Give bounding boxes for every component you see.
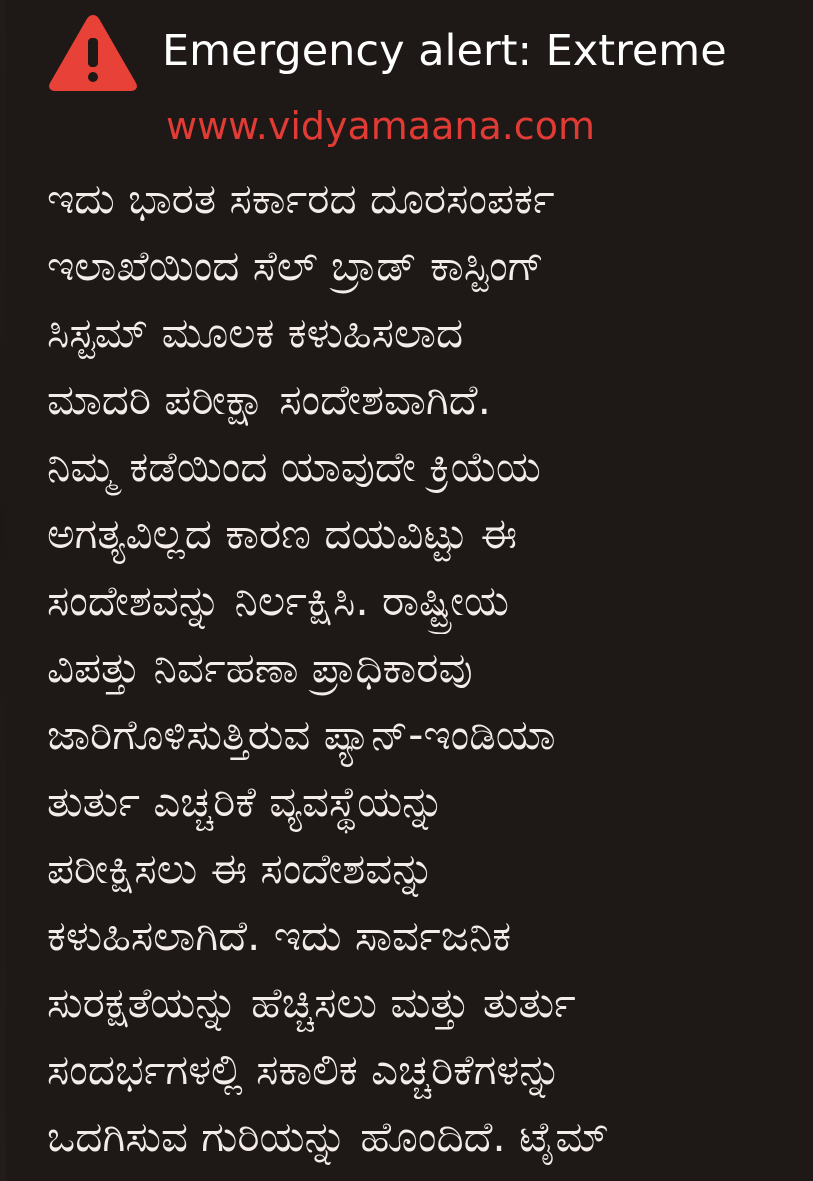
message-line: ಸಂದೇಶವನ್ನು ನಿರ್ಲಕ್ಷಿಸಿ. ರಾಷ್ಟ್ರೀಯ [47,576,509,625]
message-line: ಅಗತ್ಯವಿಲ್ಲದ ಕಾರಣ ದಯವಿಟ್ಟು ಈ [47,509,518,558]
message-line: ಇಲಾಖೆಯಿಂದ ಸೆಲ್ ಬ್ರಾಡ್ ಕಾಸ್ಟಿಂಗ್ [47,241,545,290]
message-line: ತುರ್ತು ಎಚ್ಚರಿಕೆ ವ್ಯವಸ್ಥೆಯನ್ನು [47,777,445,826]
message-line: ಸುರಕ್ಷತೆಯನ್ನು ಹೆಚ್ಚಿಸಲು ಮತ್ತು ತುರ್ತು [47,978,576,1027]
alert-message-body [47,165,792,1181]
message-line: ಸಿಸ್ಟಮ್ ಮೂಲಕ ಕಳುಹಿಸಲಾದ [47,308,464,357]
message-line: ಜಾರಿಗೊಳಿಸುತ್ತಿರುವ ಪ್ಯಾನ್-ಇಂಡಿಯಾ [47,710,556,759]
message-line: ಪರೀಕ್ಷಿಸಲು ಈ ಸಂದೇಶವನ್ನು [47,844,435,893]
message-line: ನಿಮ್ಮ ಕಡೆಯಿಂದ ಯಾವುದೇ ಕ್ರಿಯೆಯ [47,442,541,491]
alert-header [0,0,813,105]
message-line: ಕಳುಹಿಸಲಾಗಿದೆ. ಇದು ಸಾರ್ವಜನಿಕ [47,911,512,960]
message-line: ಸಂದರ್ಭಗಳಲ್ಲಿ ಸಕಾಲಿಕ ಎಚ್ಚರಿಕೆಗಳನ್ನು [47,1045,562,1094]
message-line: ಇದು ಭಾರತ ಸರ್ಕಾರದ ದೂರಸಂಪರ್ಕ [47,174,555,223]
watermark-url: www.vidyamaana.com [166,104,595,148]
message-line: ಮಾದರಿ ಪರೀಕ್ಷಾ ಸಂದೇಶವಾಗಿದೆ. [47,375,491,424]
alert-title: Emergency alert: Extreme [162,26,727,76]
left-edge-shadow [0,0,6,1181]
warning-triangle-icon [47,13,139,93]
message-line: ವಿಪತ್ತು ನಿರ್ವಹಣಾ ಪ್ರಾಧಿಕಾರವು [47,643,473,692]
message-line: ಒದಗಿಸುವ ಗುರಿಯನ್ನು ಹೊಂದಿದೆ. ಟೈಮ್ [47,1112,609,1161]
